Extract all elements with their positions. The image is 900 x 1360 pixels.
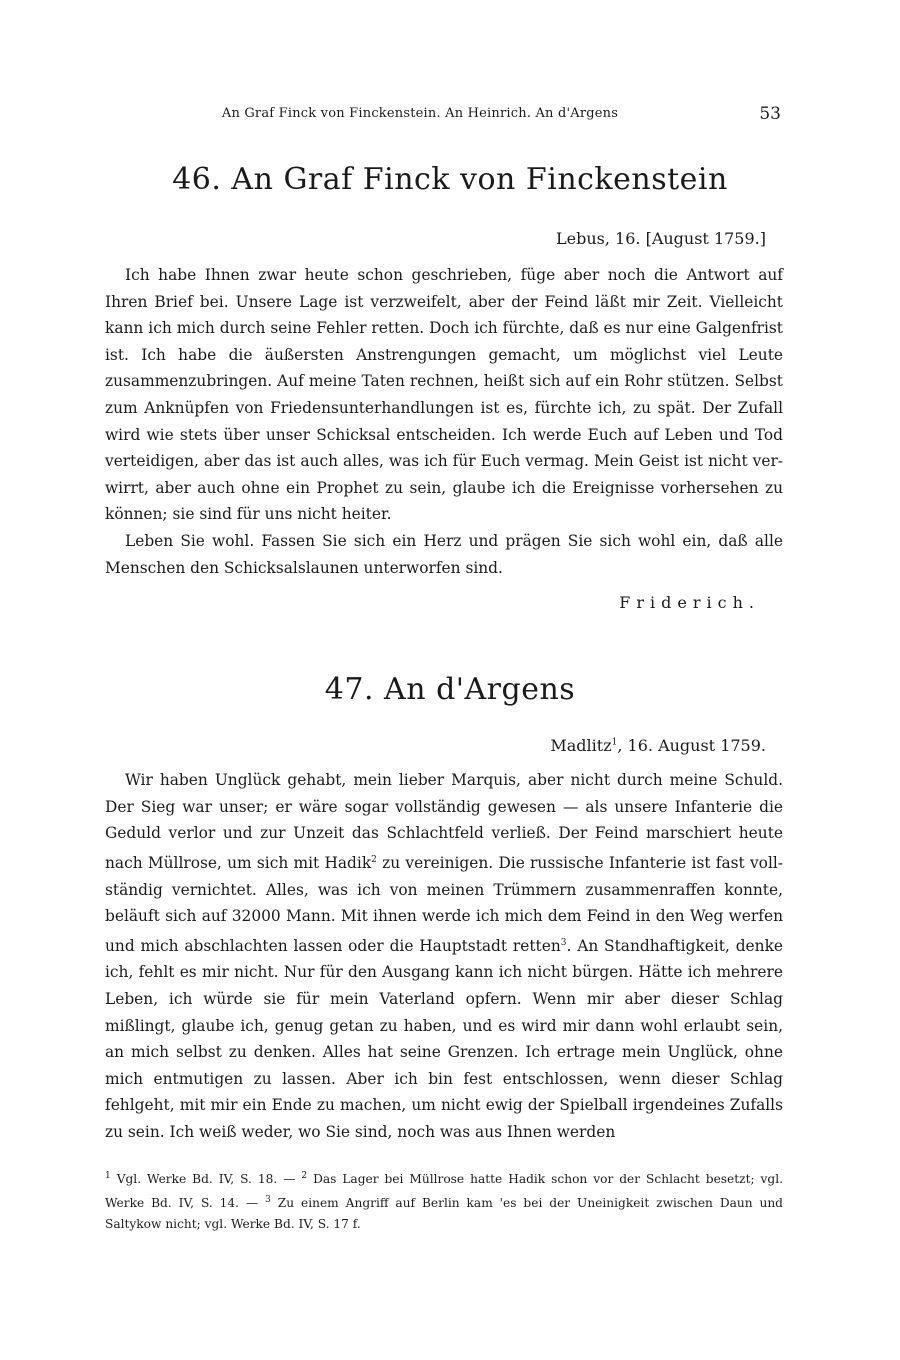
letter-46-signature: Friderich.	[619, 593, 760, 612]
letter-46-dateline: Lebus, 16. [August 1759.]	[556, 229, 766, 248]
page-number: 53	[759, 104, 781, 124]
letter-47-text-part-3: . An Standhaftigkeit, denke ich, fehlt es mir nicht. Nur für den Ausgang kann ich nicht bürgen. Hätte ich mehrere Leben, ich würde sie für mein Vaterland opfern. Wenn mir aber dieser Schlag mißlingt, glaube ich, genug getan zu haben, und es wird mir dann wohl erlaubt sein, an mich selbst zu denken. Alles hat seine Grenzen. Ich ertrage mein Unglück, ohne mich entmutigen zu lassen. Aber ich bin fest entschlossen, wenn dieser Schlag fehlgeht, mit mir ein Ende zu machen, um nicht ewig der Spielball irgendeines Zufalls zu sein. Ich weiß weder, wo Sie sind, noch was aus Ihnen werden	[105, 936, 783, 1141]
footnote-3-mark: 3	[265, 1195, 271, 1206]
letter-47-dateline	[550, 736, 766, 755]
footnote-ref-3: 3	[560, 937, 567, 948]
footnote-1-mark: 1	[105, 1171, 111, 1181]
footnote-2-text: Das Lager bei Müllrose hatte Hadik schon vor der Schlacht besetzt; vgl. Werke Bd. IV, S. 14. —	[105, 1172, 784, 1211]
dateline-place: Madlitz	[550, 736, 612, 755]
running-head-title: An Graf Finck von Finckenstein. An Heinrich. An d'Argens	[221, 106, 619, 121]
footnote-2-mark: 2	[301, 1171, 308, 1181]
footnote-3-text: Zu einem Angriff auf Berlin kam 'es bei der Uneinigkeit zwischen Daun und Saltykow nicht; vgl. Werke Bd. IV, S. 17 f.	[105, 1196, 783, 1232]
letter-47-paragraph-1	[105, 767, 783, 1146]
footnotes	[105, 1166, 783, 1235]
letter-47-body	[105, 767, 783, 1146]
footnote-ref-2: 2	[371, 854, 377, 865]
footnote-1-text: Vgl. Werke Bd. IV, S. 18. —	[110, 1172, 302, 1187]
dateline-date: , 16. August 1759.	[617, 736, 766, 755]
footnote-ref-1: 1	[611, 737, 618, 748]
letter-47-text-part-2: zu vereinigen. Die russische Infanterie ist fast vollständig vernichtet. Alles, was ich von meinen Trümmern zusammenraffen konnte, beläuft sich auf 32000 Mann. Mit ihnen werde ich mich dem Feind in den Weg werfen und mich abschlachten lassen oder die Hauptstadt retten	[105, 853, 783, 955]
letter-46-paragraph-1: Ich habe Ihnen zwar heute schon geschrieben, füge aber noch die Antwort auf Ihren Brief bei. Unsere Lage ist verzweifelt, aber der Feind läßt mir Zeit. Vielleicht kann ich mich durch seine Fehler retten. Doch ich fürchte, daß es nur eine Galgenfrist ist. Ich habe die äußersten Anstrengungen gemacht, um möglichst viel Leute zusammenzubringen. Auf meine Taten rechnen, heißt sich auf ein Rohr stützen. Selbst zum Anknüpfen von Friedensunterhandlungen ist es, fürchte ich, zu spät. Der Zufall wird wie stets über unser Schicksal entscheiden. Ich werde Euch auf Leben und Tod verteidigen, aber das ist auch alles, was ich für Euch vermag. Mein Geist ist nicht verwirrt, aber auch ohne ein Prophet zu sein, glaube ich die Ereignisse vorhersehen zu können; sie sind für uns nicht heiter.	[105, 266, 783, 524]
letter-47-text-part-1: Wir haben Unglück gehabt, mein lieber Marquis, aber nicht durch meine Schuld. Der Sieg war unser; er wäre sogar vollständig gewesen — als unsere Infanterie die Geduld verlor und zur Unzeit das Schlachtfeld verließ. Der Feind marschiert heute nach Müllrose, um sich mit Hadik	[105, 771, 783, 872]
letter-47-heading: 47. An d'Argens	[324, 672, 576, 707]
running-head	[105, 104, 795, 128]
letter-46-heading: 46. An Graf Finck von Finckenstein	[172, 162, 728, 197]
letter-46-body	[105, 262, 783, 581]
letter-46-paragraph-2: Leben Sie wohl. Fassen Sie sich ein Herz und prägen Sie sich wohl ein, daß alle Menschen den Schicksalslaunen unterworfen sind.	[105, 531, 783, 577]
